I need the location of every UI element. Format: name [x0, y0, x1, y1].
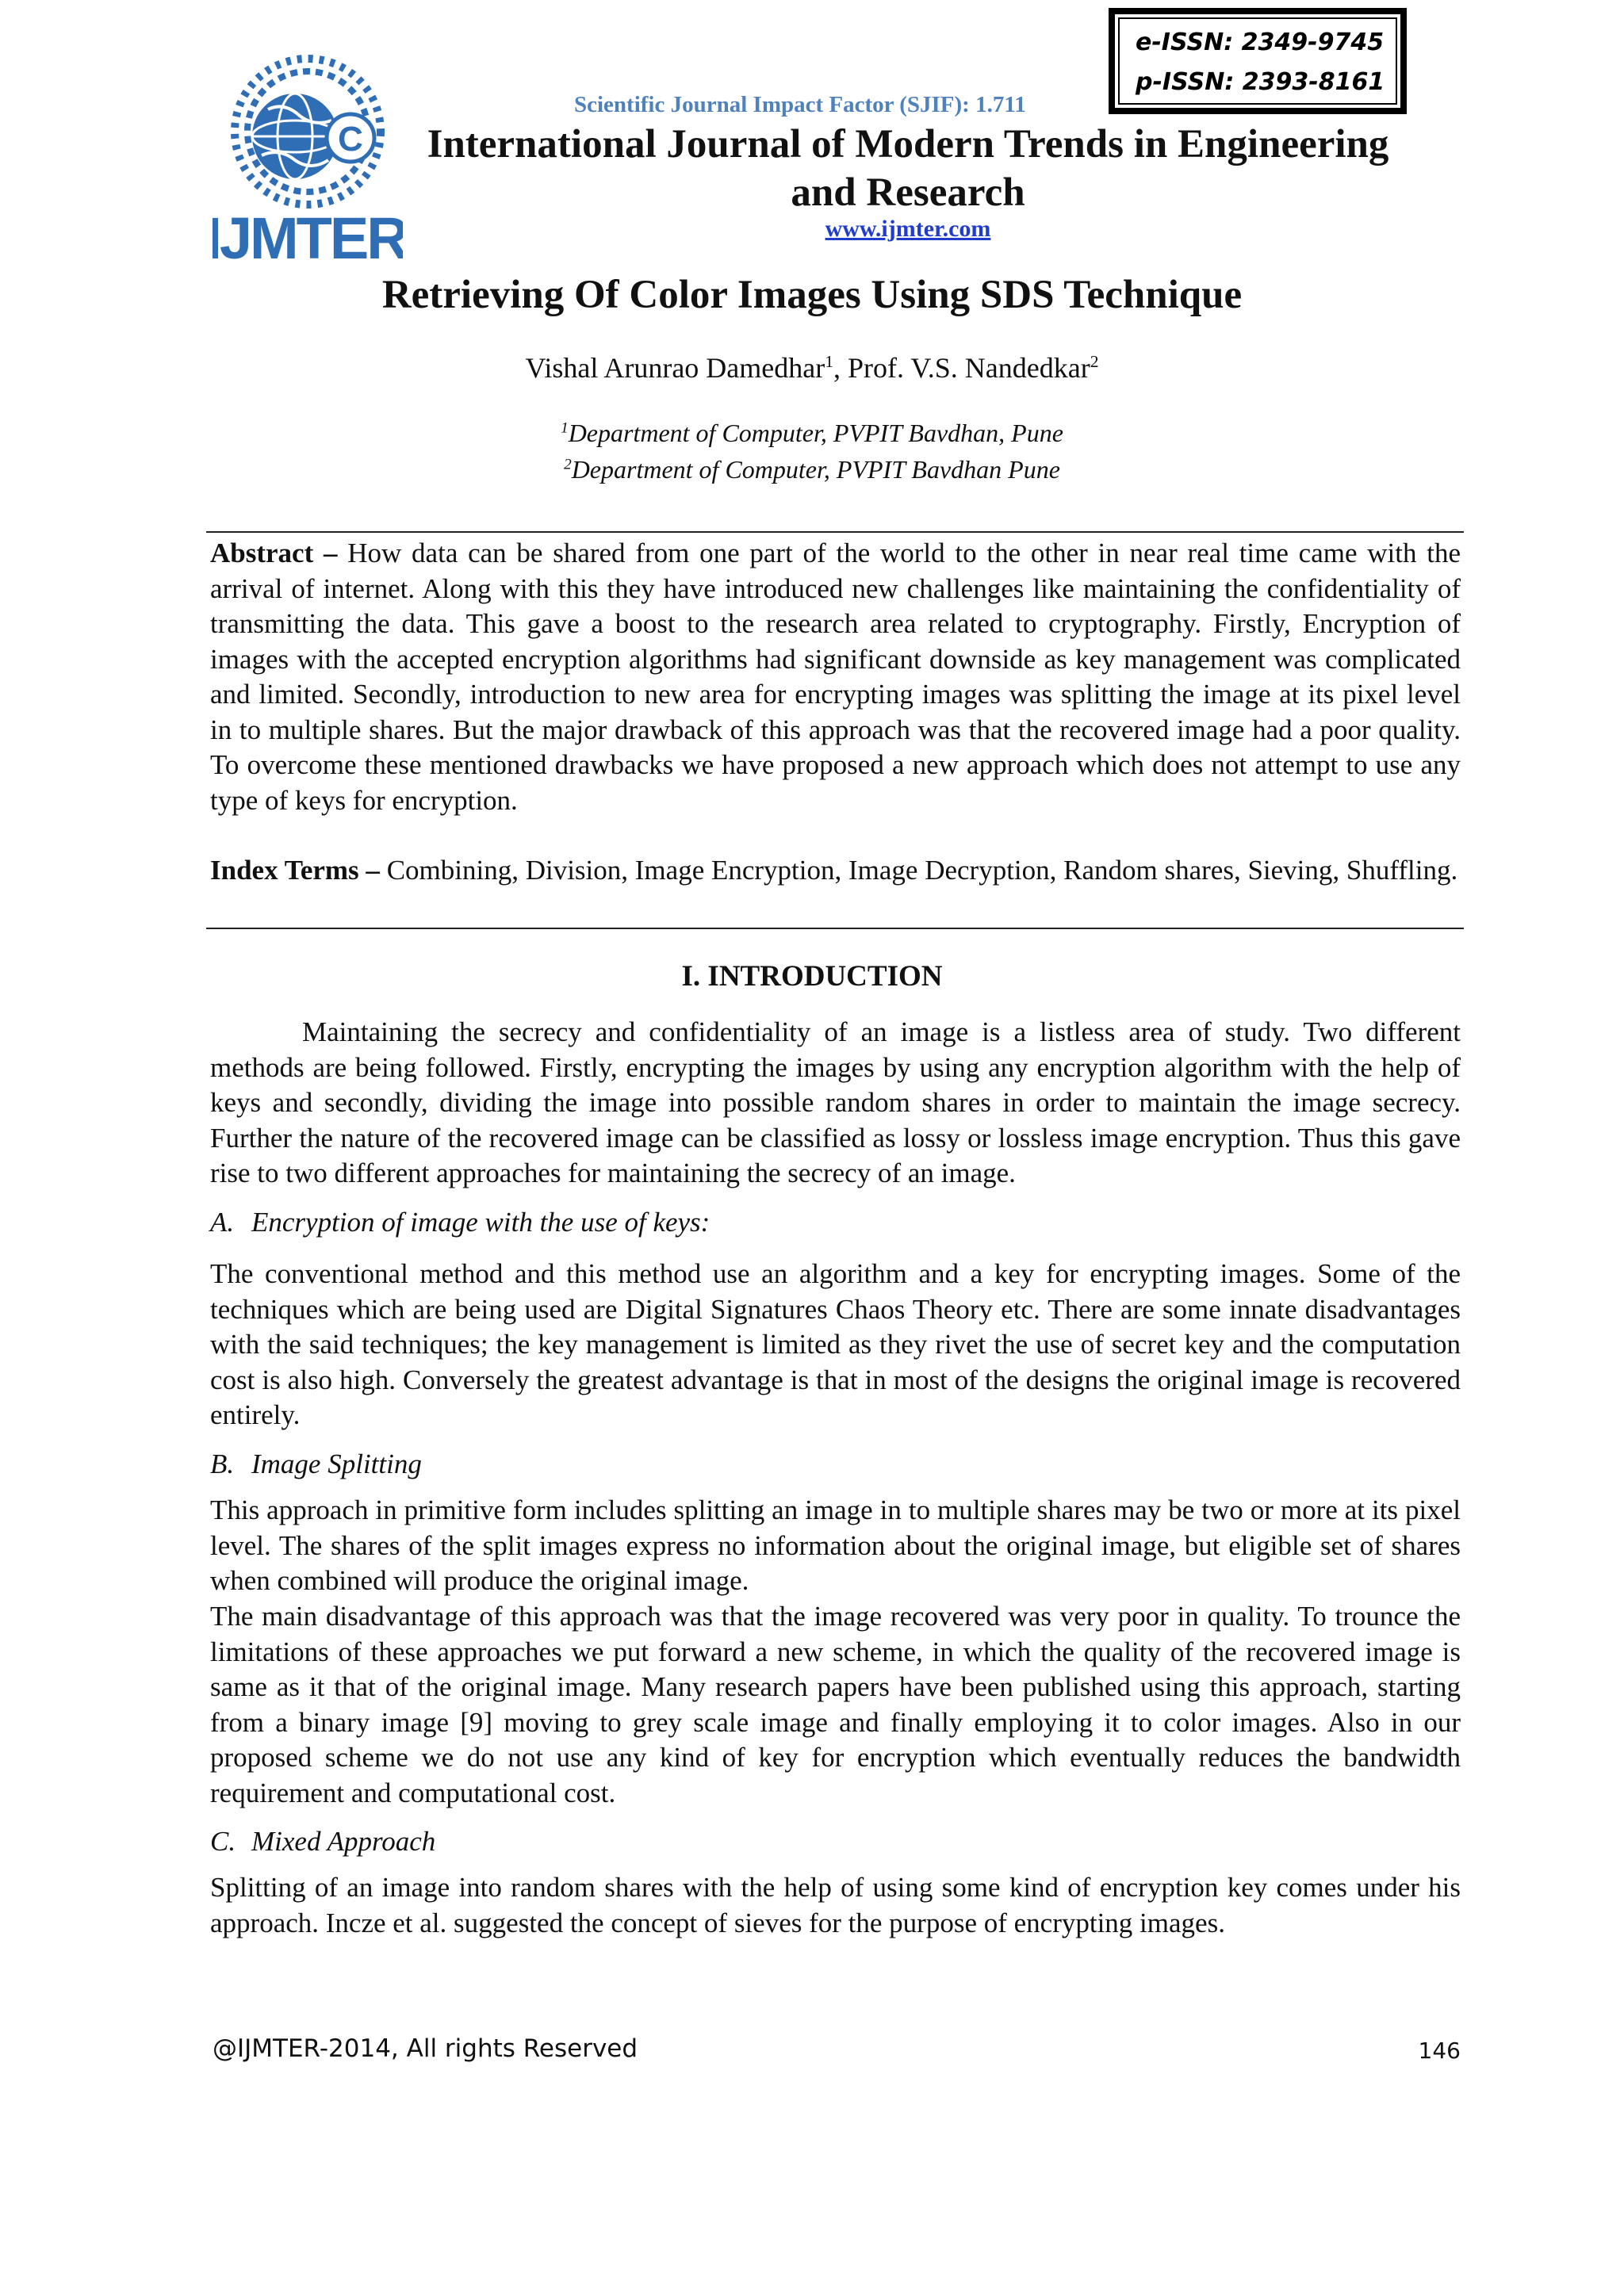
logo-wordmark: IJMTER	[213, 205, 403, 265]
journal-title: International Journal of Modern Trends in Engineering and Research	[427, 122, 1389, 215]
e-issn: e-ISSN: 2349-9745	[1136, 29, 1385, 56]
subsection-b-heading: B. Image Splitting	[210, 1448, 422, 1479]
footer-copyright: @IJMTER-2014, All rights Reserved	[213, 2034, 638, 2063]
issn-box	[1109, 8, 1407, 114]
index-terms-label: Index Terms –	[210, 855, 380, 886]
subsection-c-paragraph: Splitting of an image into random shares with the help of using some kind of encryption key comes under his approach. Incze et al. suggested the concept of sieves for the purpose of encrypting images.	[210, 1872, 1461, 1938]
logo-letter: C	[338, 120, 363, 159]
subsection-a-paragraph: The conventional method and this method use an algorithm and a key for encrypting images. Some of the techniques which are being used are Digital Signatures Chaos Theory etc. There are some innate disadvantages with the said techniques; the key management is limited as they rivet the use of secret key and the computation cost is also high. Conversely the greatest advantage is that in most of the designs the original image is recovered entirely.	[210, 1258, 1461, 1430]
abstract: Abstract – How data can be shared from one part of the world to the other in near real time came with the arrival of internet. Along with this they have introduced new challenges like maintaining the confidentiality of transmitting the data. This gave a boost to the research area related to cryptography. Firstly, Encryption of images with the accepted encryption algorithms had significant downside as key management was complicated and limited. Secondly, introduction to new area for encrypting images was splitting the image at its pixel level in to multiple shares. But the major drawback of this approach was that the recovered image had a poor quality. To overcome these mentioned drawbacks we have proposed a new approach which does not attempt to use any type of keys for encryption.	[210, 538, 1461, 816]
divider	[206, 531, 1464, 533]
paper-title: Retrieving Of Color Images Using SDS Technique	[381, 273, 1243, 317]
affiliation-2: $^2$Department of Computer, PVPIT Bavdhan Pune	[564, 455, 1060, 484]
author-2: Prof. V.S. Nandedkar	[848, 352, 1090, 384]
subsection-a-heading: A. Encryption of image with the use of keys:	[210, 1207, 710, 1238]
logo-gear-globe-icon	[213, 54, 403, 265]
abstract-label: Abstract –	[210, 538, 338, 568]
author-1: Vishal Arunrao Damedhar	[525, 352, 825, 384]
journal-url-link[interactable]: www.ijmter.com	[825, 216, 991, 242]
index-terms: Index Terms – Combining, Division, Image Encryption, Image Decryption, Random shares, Sieving, Shuffling.	[210, 855, 1458, 886]
journal-logo	[213, 54, 403, 265]
divider	[206, 928, 1464, 929]
authors: Vishal Arunrao Damedhar$^1$, Prof. V.S. Nandedkar$^2$	[525, 352, 1099, 384]
intro-paragraph: Maintaining the secrecy and confidentiality of an image is a listless area of study. Two different methods are being followed. Firstly, encrypting the images by using any encryption algorithm with the help of keys and secondly, dividing the image into possible random shares in order to maintain the image secrecy. Further the nature of the recovered image can be classified as lossy or lossless image encryption. Thus this gave rise to two different approaches for maintaining the secrecy of an image.	[210, 1016, 1461, 1188]
section-heading: I. INTRODUCTION	[681, 960, 943, 993]
subsection-b-paragraph-2: The main disadvantage of this approach was that the image recovered was very poor in quality. To trounce the limitations of these approaches we put forward a new scheme, in which the quality of the recovered image is same as it that of the original image. Many research papers have been published using this approach, starting from a binary image [9] moving to grey scale image and finally employing it to color images. Also in our proposed scheme we do not use any kind of key for encryption which eventually reduces the bandwidth requirement and computational cost.	[210, 1601, 1461, 1808]
subsection-c-heading: C. Mixed Approach	[210, 1826, 436, 1857]
p-issn: p-ISSN: 2393-8161	[1136, 68, 1385, 96]
subsection-b-paragraph-1: This approach in primitive form includes splitting an image in to multiple shares may be two or more at its pixel level. The shares of the split images express no information about the original image, but eligible set of shares when combined will produce the original image.	[210, 1494, 1461, 1596]
page-number: 146	[1418, 2038, 1461, 2064]
impact-factor: Scientific Journal Impact Factor (SJIF): 1.711	[574, 92, 1026, 117]
affiliation-1: $^1$Department of Computer, PVPIT Bavdhan, Pune	[561, 419, 1063, 447]
